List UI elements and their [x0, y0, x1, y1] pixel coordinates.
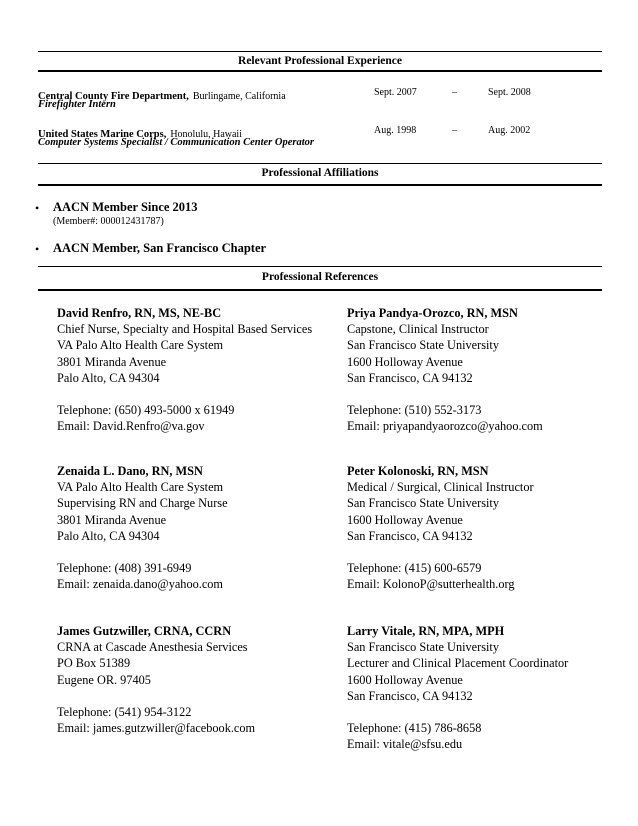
reference-name: Priya Pandya-Orozco, RN, MSN	[347, 306, 518, 320]
reference-line: Supervising RN and Charge Nurse	[57, 496, 228, 511]
reference-phone: Telephone: (510) 552-3173	[347, 403, 482, 418]
reference-email: Email: KolonoP@sutterhealth.org	[347, 577, 515, 592]
reference-card	[347, 463, 627, 593]
reference-name: David Renfro, RN, MS, NE-BC	[57, 306, 222, 320]
reference-email: Email: vitale@sfsu.edu	[347, 737, 463, 752]
reference-name: Peter Kolonoski, RN, MSN	[347, 464, 489, 478]
reference-phone: Telephone: (415) 786-8658	[347, 721, 482, 736]
job-2-location: Honolulu, Hawaii	[170, 129, 242, 140]
reference-line: San Francisco, CA 94132	[347, 528, 473, 543]
reference-line: San Francisco State University	[347, 640, 499, 655]
section-title-experience: Relevant Professional Experience	[238, 55, 402, 67]
reference-line: San Francisco, CA 94132	[347, 688, 473, 703]
section-rule-bottom	[38, 70, 602, 72]
reference-line: CRNA at Cascade Anesthesia Services	[57, 640, 248, 655]
reference-line: Lecturer and Clinical Placement Coordinator	[347, 656, 569, 671]
bullet-1: •	[35, 201, 40, 215]
reference-line: PO Box 51389	[57, 656, 131, 671]
reference-line: Eugene OR. 97405	[57, 672, 151, 687]
reference-line: 3801 Miranda Avenue	[57, 354, 167, 369]
job-1-sep: –	[452, 87, 457, 98]
section-title-references: Professional References	[261, 271, 379, 283]
section-title-affiliations: Professional Affiliations	[261, 167, 379, 179]
job-1-org: Central County Fire Department,	[38, 91, 189, 102]
reference-line: VA Palo Alto Health Care System	[57, 480, 224, 495]
reference-phone: Telephone: (541) 954-3122	[57, 705, 192, 719]
section-rule-top	[38, 266, 602, 267]
reference-line: 1600 Holloway Avenue	[347, 512, 463, 527]
job-2-start: Aug. 1998	[374, 125, 417, 136]
job-1-role: Firefighter Intern	[38, 99, 116, 110]
reference-email: Email: james.gutzwiller@facebook.com	[57, 721, 256, 736]
job-1-location: Burlingame, California	[192, 91, 286, 102]
job-1-end: Sept. 2008	[488, 87, 531, 98]
section-rule-bottom	[38, 184, 602, 186]
job-2-end: Aug. 2002	[488, 125, 531, 136]
reference-email: Email: David.Renfro@va.gov	[57, 419, 205, 434]
job-1-start: Sept. 2007	[374, 87, 417, 98]
affiliation-1: AACN Member Since 2013	[53, 200, 198, 214]
reference-line: Chief Nurse, Specialty and Hospital Based Services	[57, 322, 313, 337]
reference-card	[57, 623, 337, 736]
reference-phone: Telephone: (408) 391-6949	[57, 561, 192, 576]
reference-name: Larry Vitale, RN, MPA, MPH	[347, 624, 505, 638]
job-2-org: United States Marine Corps,	[38, 129, 167, 140]
bullet-2: •	[35, 242, 40, 256]
section-rule-top	[38, 51, 602, 52]
reference-line: 1600 Holloway Avenue	[347, 672, 463, 687]
reference-name: James Gutzwiller, CRNA, CCRN	[57, 624, 232, 638]
section-rule-top	[38, 163, 602, 164]
reference-line: 1600 Holloway Avenue	[347, 354, 463, 369]
reference-card	[347, 305, 627, 435]
reference-line: San Francisco State University	[347, 338, 499, 353]
reference-line: Medical / Surgical, Clinical Instructor	[347, 480, 534, 495]
job-2-role: Computer Systems Specialist / Communication Center Operator	[38, 137, 314, 148]
reference-line: Capstone, Clinical Instructor	[347, 322, 489, 337]
job-2-sep: –	[452, 125, 457, 136]
reference-card	[57, 463, 337, 593]
reference-line: Palo Alto, CA 94304	[57, 370, 160, 385]
section-rule-bottom	[38, 289, 602, 291]
reference-line: San Francisco State University	[347, 496, 499, 511]
reference-card	[347, 623, 627, 753]
reference-line: 3801 Miranda Avenue	[57, 512, 167, 527]
reference-line: VA Palo Alto Health Care System	[57, 338, 224, 353]
reference-name: Zenaida L. Dano, RN, MSN	[57, 464, 203, 478]
reference-email: Email: zenaida.dano@yahoo.com	[57, 577, 224, 592]
reference-line: San Francisco, CA 94132	[347, 370, 473, 385]
reference-line: Palo Alto, CA 94304	[57, 528, 160, 543]
affiliation-2: AACN Member, San Francisco Chapter	[53, 241, 267, 255]
reference-phone: Telephone: (650) 493-5000 x 61949	[57, 403, 235, 418]
reference-phone: Telephone: (415) 600-6579	[347, 561, 482, 576]
affiliation-1-member-number: (Member#: 000012431787)	[53, 216, 164, 227]
reference-email: Email: priyapandyaorozco@yahoo.com	[347, 419, 543, 434]
reference-card	[57, 305, 337, 435]
